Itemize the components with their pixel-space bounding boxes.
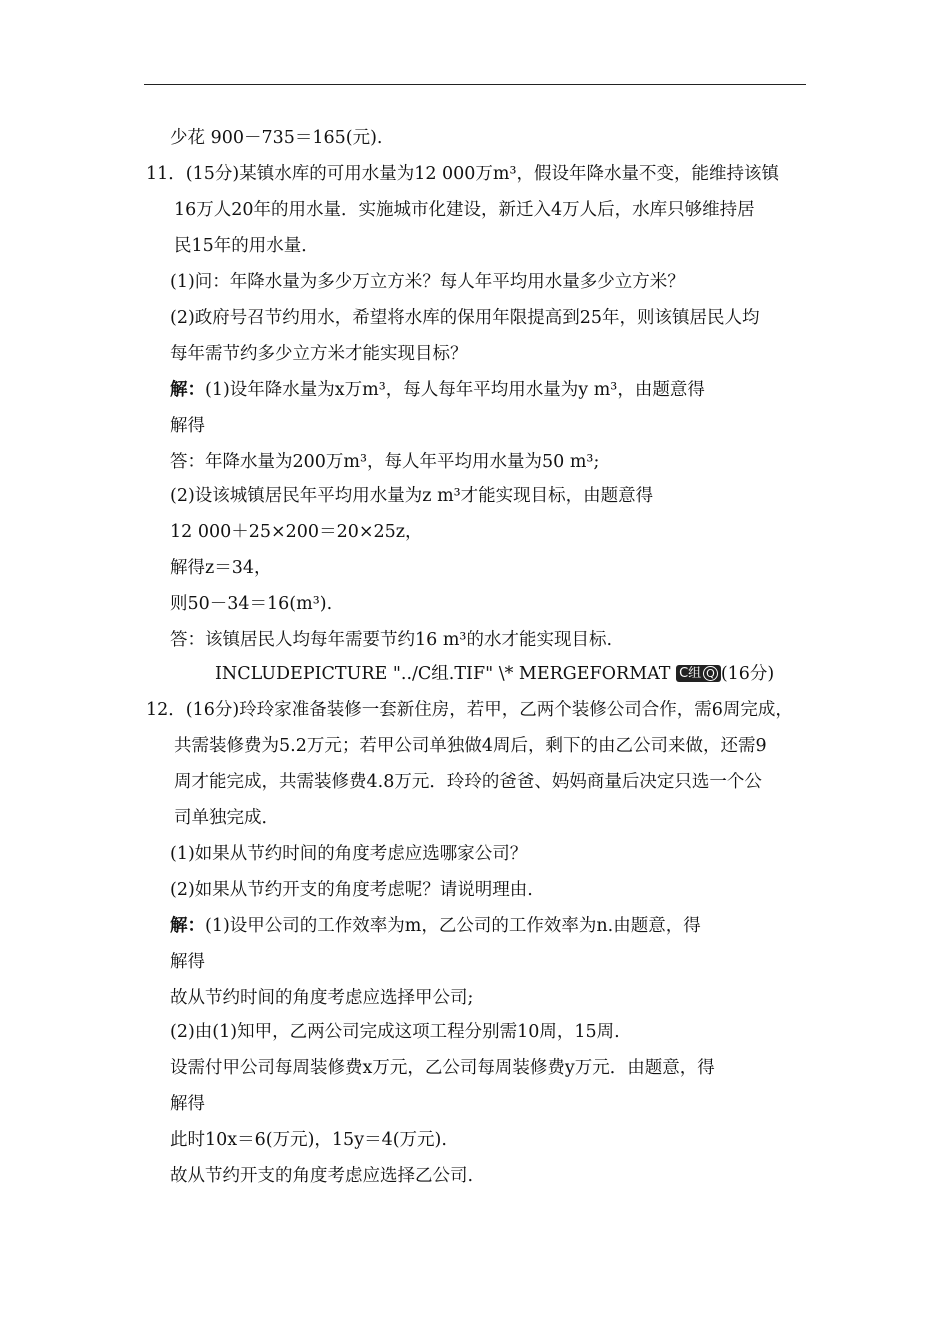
q12-line-4: 司单独完成．	[174, 808, 279, 828]
q11-answer-1: 答：年降水量为200万m³，每人年平均用水量为50 m³;	[170, 452, 600, 472]
header-rule	[144, 84, 806, 85]
q11-part-2-line-2: 每年需节约多少立方米才能实现目标？	[170, 344, 468, 364]
include-picture-line	[215, 662, 774, 686]
q11-part-2-line-1: (2)政府号召节约用水，希望将水库的保用年限提高到25年，则该镇居民人均	[170, 308, 760, 328]
q11-solution-2: (2)设该城镇居民年平均用水量为z m³才能实现目标，由题意得	[170, 486, 654, 506]
q12-part-2: (2)如果从节约开支的角度考虑呢？请说明理由.	[170, 880, 533, 900]
q11-solution-1-text: (1)设年降水量为x万m³，每人每年平均用水量为y m³，由题意得	[205, 380, 705, 400]
q11-jiede-1: 解得	[170, 416, 205, 436]
q11-part-1: (1)问：年降水量为多少万立方米？每人年平均用水量多少立方米？	[170, 272, 685, 292]
q11-answer-2: 答：该镇居民人均每年需要节约16 m³的水才能实现目标.	[170, 630, 613, 650]
include-score: (16分)	[720, 664, 775, 684]
group-c-badge-label: C组	[679, 666, 702, 681]
q11-line-3: 民15年的用水量．	[174, 236, 319, 256]
q11-difference: 则50－34＝16(m³).	[170, 594, 333, 614]
q12-line-2: 共需装修费为5.2万元；若甲公司单独做4周后，剩下的由乙公司来做，还需9	[174, 736, 767, 756]
include-picture-field: INCLUDEPICTURE "../C组.TIF" \* MERGEFORMAT	[215, 664, 671, 684]
q12-conclusion-2: 故从节约开支的角度考虑应选择乙公司.	[170, 1166, 474, 1186]
q12-jiede-1: 解得	[170, 952, 205, 972]
q12-solution-2: (2)由(1)知甲，乙两公司完成这项工程分别需10周，15周.	[170, 1022, 620, 1042]
q12-solution-label: 解：	[170, 916, 205, 936]
q12-calculation: 此时10x＝6(万元)，15y＝4(万元).	[170, 1130, 447, 1150]
magnifier-icon: Q	[703, 666, 718, 681]
q12-solution-1-text: (1)设甲公司的工作效率为m，乙公司的工作效率为n.由题意，得	[205, 916, 701, 936]
q12-line-3: 周才能完成，共需装修费4.8万元．玲玲的爸爸、妈妈商量后决定只选一个公	[174, 772, 762, 792]
q12-conclusion-1: 故从节约时间的角度考虑应选择甲公司;	[170, 988, 474, 1008]
q12-jiede-2: 解得	[170, 1094, 205, 1114]
q11-solution-1	[170, 378, 705, 402]
q11-line-1: 11．(15分)某镇水库的可用水量为12 000万m³，假设年降水量不变，能维持该镇	[146, 164, 780, 184]
q11-line-2: 16万人20年的用水量．实施城市化建设，新迁入4万人后，水库只够维持居	[174, 200, 755, 220]
q11-equation: 12 000＋25×200＝20×25z，	[170, 522, 423, 542]
q12-solution-3: 设需付甲公司每周装修费x万元，乙公司每周装修费y万元．由题意，得	[170, 1058, 715, 1078]
q12-solution-1	[170, 914, 701, 938]
q12-part-1: (1)如果从节约时间的角度考虑应选哪家公司？	[170, 844, 528, 864]
q11-solve-z: 解得z＝34，	[170, 558, 272, 578]
q12-line-1: 12．(16分)玲玲家准备装修一套新住房，若甲，乙两个装修公司合作，需6周完成，	[146, 700, 793, 720]
group-c-badge	[676, 665, 721, 682]
q11-solution-label: 解：	[170, 380, 205, 400]
carryover-line: 少花 900－735＝165(元).	[170, 128, 383, 148]
